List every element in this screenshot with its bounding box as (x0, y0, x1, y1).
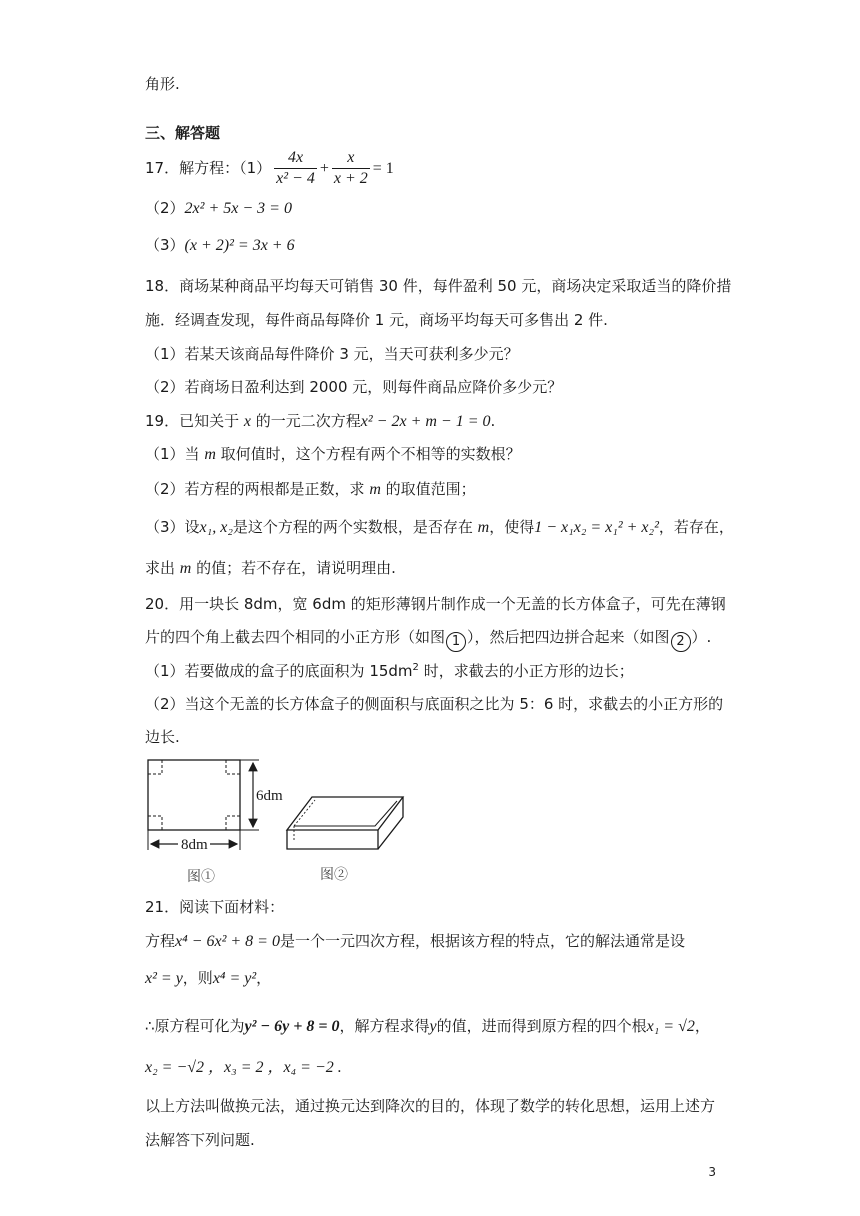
text-line: 施．经调查发现，每件商品每降价 1 元，商场平均每天可多售出 2 件. (145, 311, 608, 329)
question-18-part-1: （1）若某天该商品每件降价 3 元，当天可获利多少元？ (145, 345, 519, 363)
equation: x² − 2x + m − 1 = 0 (360, 413, 491, 430)
section-heading: 三、解答题 (145, 124, 221, 142)
text-line: 求出 m 的值；若不存在，请说明理由. (145, 559, 396, 577)
question-19-part-3: （3）设x₁, x₂是这个方程的两个实数根，是否存在 m，使得1 − x₁x₂ = x₁² + x₂²，若存在， (145, 518, 734, 536)
question-17-part-2: （2）2x² + 5x − 3 = 0 (145, 199, 292, 217)
text-line: ∴原方程可化为y² − 6y + 8 = 0，解方程求得y的值，进而得到原方程的四个根x₁ = √2， (145, 1017, 710, 1035)
text-line: 法解答下列问题. (145, 1131, 255, 1149)
equation: x² = y (145, 970, 183, 987)
question-19-part-1: （1）当 m 取何值时，这个方程有两个不相等的实数根？ (145, 445, 521, 463)
length-label: 8dm (181, 837, 208, 853)
question-17: 17．解方程：（1） $\frac{4x}{\text{x² − 4}}$ + $\frac{x}{x + 2}$ = 1 (145, 149, 394, 187)
text-line: 片的四个角上截去四个相同的小正方形（如图 1 ），然后把四边拼合起来（如图 2 ）. (145, 627, 711, 652)
circled-number: 1 (446, 632, 466, 652)
page-number: 3 (708, 1165, 716, 1179)
text-line: 角形. (145, 75, 180, 93)
box-drawing (287, 797, 403, 849)
figure-1-caption: 图① (187, 870, 215, 885)
equation: y² − 6y + 8 = 0 (244, 1018, 340, 1035)
text-line: 以上方法叫做换元法，通过换元达到降次的目的，体现了数学的转化思想，运用上述方 (145, 1097, 716, 1115)
q17-prefix: 17．解方程：（1） (145, 159, 272, 177)
question-18: 18．商场某种商品平均每天可销售 30 件，每件盈利 50 元，商场决定采取适当的降价措 (145, 277, 732, 295)
question-19-part-2: （2）若方程的两根都是正数，求 m 的取值范围； (145, 480, 476, 498)
question-20: 20．用一块长 8dm，宽 6dm 的矩形薄钢片制作成一个无盖的长方体盒子，可先在薄钢 (145, 595, 726, 613)
figure-svg (145, 755, 445, 890)
box-inner-edges (294, 801, 397, 826)
corner-cut-lines (148, 760, 240, 830)
fraction: $\frac{x}{x + 2}$ (333, 149, 368, 187)
text-line: 方程x⁴ − 6x² + 8 = 0是一个一元四次方程，根据该方程的特点，它的解法通常是设 (145, 932, 685, 950)
width-label: 6dm (256, 788, 283, 804)
circled-number: 2 (671, 632, 691, 652)
equation: (x + 2)² = 3x + 6 (184, 237, 295, 254)
question-20-part-2: （2）当这个无盖的长方体盒子的侧面积与底面积之比为 5：6 时，求截去的小正方形的 (145, 695, 724, 713)
question-17-part-3: （3）(x + 2)² = 3x + 6 (145, 236, 295, 254)
question-19: 19．已知关于 x 的一元二次方程x² − 2x + m − 1 = 0. (145, 412, 496, 430)
text-line: x² = y，则x⁴ = y²， (145, 969, 272, 987)
figure (145, 755, 445, 894)
equation: 2x² + 5x − 3 = 0 (184, 200, 292, 217)
roots-line: x₂ = −√2 ，x₃ = 2 ，x₄ = −2 . (145, 1059, 342, 1076)
equation: x⁴ = y² (212, 970, 257, 987)
text-line: 边长. (145, 728, 180, 746)
question-18-part-2: （2）若商场日盈利达到 2000 元，则每件商品应降价多少元？ (145, 378, 563, 396)
figure-2-caption: 图② (320, 868, 348, 883)
equation: x⁴ − 6x² + 8 = 0 (175, 933, 280, 950)
equation: x₁ = √2 (646, 1018, 695, 1035)
equation: 1 − x₁x₂ = x₁² + x₂² (534, 519, 659, 536)
fraction: $\frac{4x}{\text{x² − 4}}$ (276, 149, 315, 187)
question-21: 21．阅读下面材料： (145, 898, 285, 916)
question-20-part-1: （1）若要做成的盒子的底面积为 $15dm^2$ 时，求截去的小正方形的边长； (145, 662, 634, 680)
